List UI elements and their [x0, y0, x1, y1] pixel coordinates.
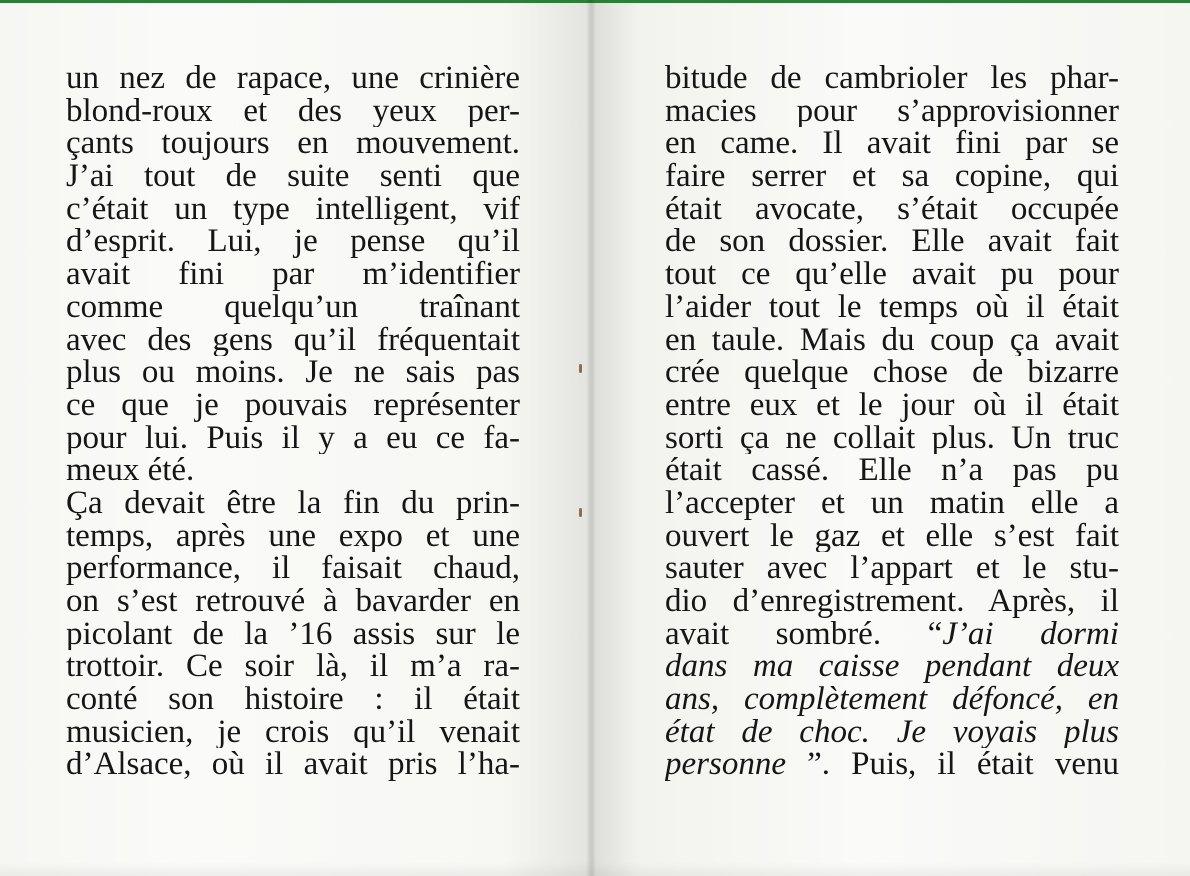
book-gutter	[586, 0, 596, 876]
binding-stitch	[579, 364, 582, 373]
text-line: crée quelque chose de bizarre	[665, 356, 1119, 389]
italic-quote-line: ans, complètement défoncé, en	[665, 683, 1119, 716]
text-line: avec des gens qu’il fréquentait	[66, 323, 520, 357]
right-page-text	[665, 62, 1119, 781]
italic-quote-line: état de choc. Je voyais plus	[665, 715, 1119, 749]
text-line: avait fini par m’identifier	[66, 258, 520, 291]
italic-quote: J’ai dormi	[942, 617, 1119, 651]
text-line: un nez de rapace, une crinière	[66, 62, 520, 95]
text-line: plus ou moins. Je ne sais pas	[66, 356, 520, 389]
text-line: performance, il faisait chaud,	[66, 552, 520, 585]
text-line: blond-roux et des yeux per-	[66, 94, 520, 128]
page-bottom-shadow	[0, 862, 1190, 876]
text-line: conté son histoire : il était	[66, 683, 520, 716]
text-line: trottoir. Ce soir là, il m’a ra-	[66, 650, 520, 684]
text-line: picolant de la ’16 assis sur le	[66, 617, 520, 651]
text-line: macies pour s’approvisionner	[665, 94, 1119, 128]
text-segment: avait sombré. “	[665, 617, 943, 651]
text-line: entre eux et le jour où il était	[665, 388, 1119, 422]
italic-quote: personne	[665, 748, 786, 782]
text-line: dio d’enregistrement. Après, il	[665, 585, 1119, 618]
text-line: était avocate, s’était occupée	[665, 192, 1119, 226]
text-line: comme quelqu’un traînant	[66, 290, 520, 324]
text-line: temps, après une expo et une	[66, 519, 520, 553]
text-line: c’était un type intelligent, vif	[66, 192, 520, 226]
text-line: faire serrer et sa copine, qui	[665, 160, 1119, 193]
binding-stitch	[579, 508, 582, 517]
text-line: était cassé. Elle n’a pas pu	[665, 454, 1119, 487]
left-page-text	[66, 62, 520, 781]
text-line: en taule. Mais du coup ça avait	[665, 323, 1119, 357]
text-line: l’accepter et un matin elle a	[665, 486, 1119, 520]
text-line: sorti ça ne collait plus. Un truc	[665, 421, 1119, 455]
text-line	[665, 748, 1119, 781]
text-line: d’esprit. Lui, je pense qu’il	[66, 225, 520, 259]
text-line: ce que je pouvais représenter	[66, 388, 520, 422]
text-line: J’ai tout de suite senti que	[66, 160, 520, 193]
text-line: çants toujours en mouvement.	[66, 127, 520, 161]
text-line: ouvert le gaz et elle s’est fait	[665, 519, 1119, 553]
text-line: l’aider tout le temps où il était	[665, 290, 1119, 324]
text-line: pour lui. Puis il y a eu ce fa-	[66, 421, 520, 455]
text-line	[665, 618, 1119, 651]
text-line: on s’est retrouvé à bavarder en	[66, 585, 520, 618]
text-line: musicien, je crois qu’il venait	[66, 715, 520, 749]
text-line: de son dossier. Elle avait fait	[665, 225, 1119, 259]
text-segment: ”. Puis, il était venu	[785, 748, 1119, 782]
italic-quote-line: dans ma caisse pendant deux	[665, 650, 1119, 684]
text-line: sauter avec l’appart et le stu-	[665, 552, 1119, 585]
text-line: meux été.	[66, 454, 195, 487]
text-line: bitude de cambrioler les phar-	[665, 62, 1119, 95]
text-line: tout ce qu’elle avait pu pour	[665, 258, 1119, 291]
text-line: Ça devait être la fin du prin-	[66, 486, 520, 520]
text-line: d’Alsace, où il avait pris l’ha-	[66, 748, 520, 782]
text-line: en came. Il avait fini par se	[665, 127, 1119, 161]
